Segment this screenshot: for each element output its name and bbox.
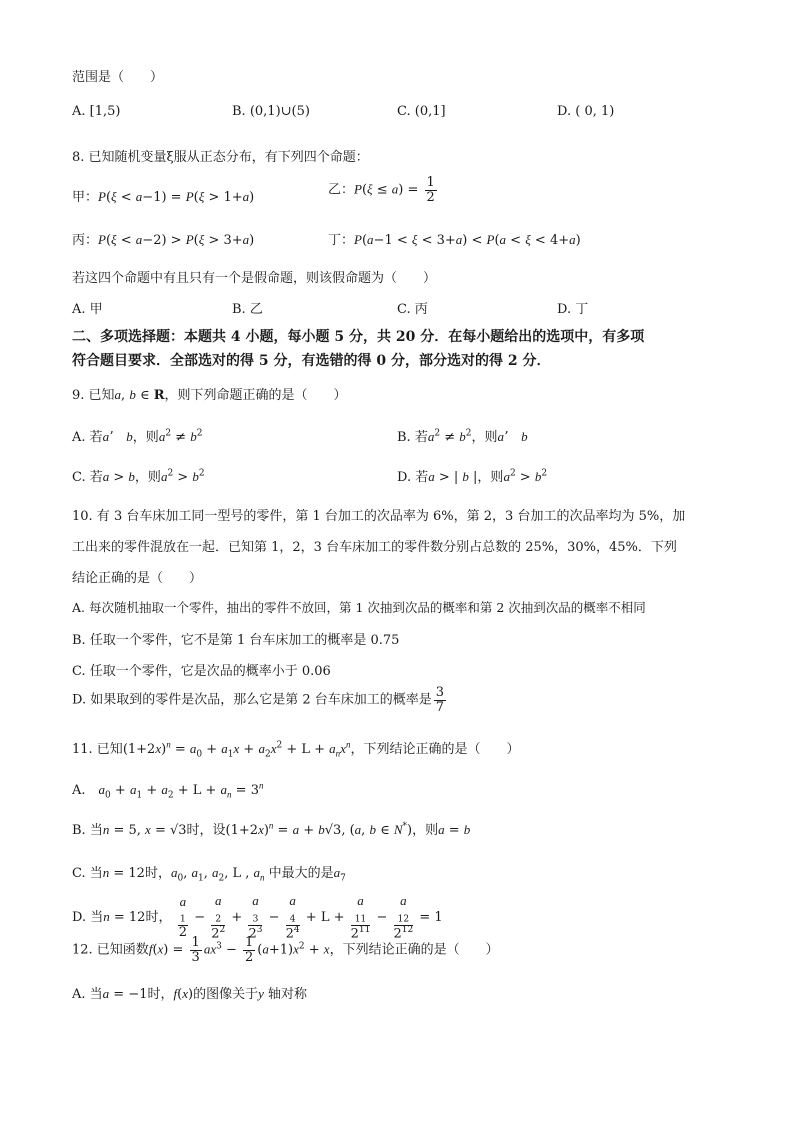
q9-option-a: A. 若aʼ b，则$a^2 \ne b^2$ — [72, 428, 203, 445]
q8-option-d: D. 丁 — [557, 302, 589, 317]
q10-option-c: C. 任取一个零件，它是次品的概率小于 0.06 — [72, 664, 331, 679]
q12-option-a: A. 当a = −1时，f(x)的图像关于y 轴对称 — [72, 986, 308, 1002]
q11-option-b: B. 当n = 5, x = √3时，设$(1+2x)^n = a + b√3$, (a, b ∈ N*)，则a = b — [72, 820, 471, 838]
q10-line2: 工出来的零件混放在一起．已知第 1，2，3 台车床加工的零件数分别占总数的 25%，30%，45%．下列 — [72, 540, 677, 555]
q11-option-d: D. 当n = 12时， a $_1$ 2 − a $_2$ $2^2$ + a $_3$ $2^3$ − a $_4$ $2^4$ + L + a $_{11}$ $2^{11}$ − a $_{12}$ $2^{12}$ = 1 — [72, 893, 443, 941]
q7-option-b: B. (0,1)∪(5) — [232, 104, 310, 119]
q8-ask: 若这四个命题中有且只有一个是假命题，则该假命题为（ ） — [72, 271, 437, 286]
q9-option-b: B. 若$a^2 \ne b^2$，则aʼ b — [397, 428, 528, 445]
q8-proposition-jia: 甲：P(ξ < a−1) = P(ξ > 1+a) — [72, 189, 255, 205]
q12-stem: 12. 已知函数f(x) = $\frac{1}{3}$ $ax^3$ − $\frac{1}{2}$ $(a+1)x^2 + x$，下列结论正确的是（ ） — [72, 935, 499, 965]
q8-option-c: C. 丙 — [397, 302, 428, 317]
q7-option-c: C. (0,1] — [397, 104, 446, 119]
q10-line1: 10. 有 3 台车床加工同一型号的零件，第 1 台加工的次品率为 6%，第 2，3 台加工的次品率均为 5%，加 — [72, 509, 686, 524]
q9-stem: 9. 已知a, b ∈ R，则下列命题正确的是（ ） — [72, 387, 347, 403]
q9-option-d: D. 若a > | b |，则$a^2 > b^2$ — [397, 468, 548, 485]
section2-line1: 二、多项选择题：本题共 4 小题，每小题 5 分，共 20 分．在每小题给出的选项中，有多项 — [72, 329, 645, 345]
q8-proposition-ding: 丁：P(a−1 < ξ < 3+a) < P(a < ξ < 4+a) — [328, 232, 581, 248]
q10-option-a: A. 每次随机抽取一个零件，抽出的零件不放回，第 1 次抽到次品的概率和第 2 次抽到次品的概率不相同 — [72, 600, 646, 615]
q7-tail: 范围是（ ） — [72, 70, 164, 85]
q9-option-c: C. 若a > b，则$a^2 > b^2$ — [72, 468, 205, 485]
q8-stem: 8. 已知随机变量ξ服从正态分布，有下列四个命题： — [72, 150, 369, 165]
q8-option-a: A. 甲 — [72, 302, 103, 317]
section2-line2: 符合题目要求．全部选对的得 5 分，有选错的得 0 分，部分选对的得 2 分． — [72, 353, 551, 369]
q7-option-d: D. ( 0, 1) — [557, 104, 615, 119]
q11-option-a: A. $a_0 + a_1 + a_2 + L + a_n = 3^n$ — [72, 780, 264, 801]
q10-option-b: B. 任取一个零件，它不是第 1 台车床加工的概率是 0.75 — [72, 633, 400, 648]
q11-stem: 11. 已知$(1+2x)^n = a_0 + a_1x + a_2x^2 + L + a_nx^n$，下列结论正确的是（ ） — [72, 739, 520, 760]
q8-proposition-bing: 丙：P(ξ < a−2) > P(ξ > 3+a) — [72, 232, 255, 248]
q10-line3: 结论正确的是（ ） — [72, 571, 203, 586]
q7-option-a: A. [1,5) — [72, 104, 121, 119]
q8-option-b: B. 乙 — [232, 302, 263, 317]
q10-option-d: D. 如果取到的零件是次品，那么它是第 2 台车床加工的概率是 $\frac{3}{7}$ — [72, 685, 445, 715]
q11-option-c: C. 当n = 12时，$a_0$, $a_1$, $a_2$, L , $a_n$ 中最大的是$a_7$ — [72, 865, 346, 884]
q8-proposition-yi: 乙：P(ξ ≤ a) = $\frac{1}{2}$ — [328, 175, 435, 205]
